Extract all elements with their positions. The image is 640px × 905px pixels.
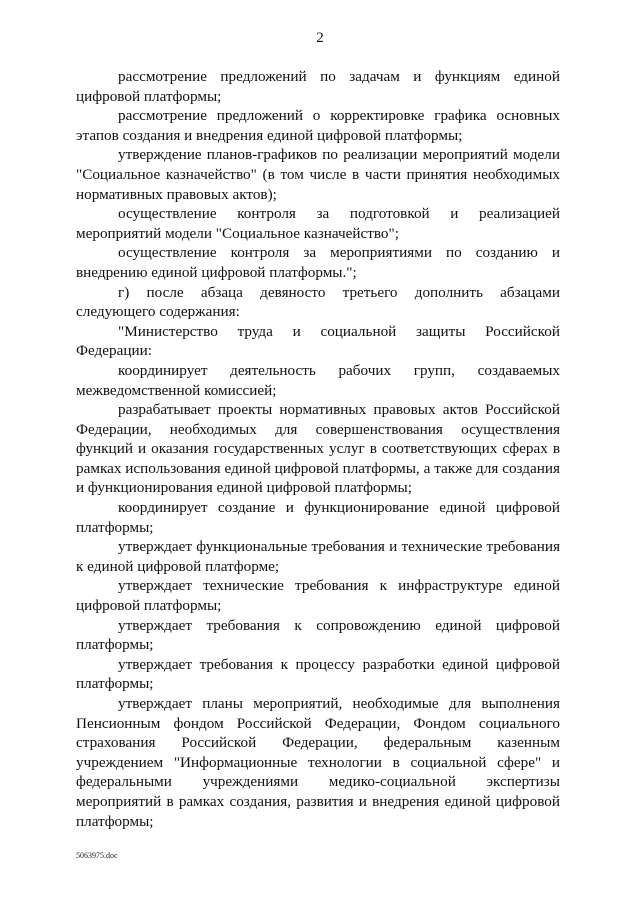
paragraph: утверждает технические требования к инфраструктуре единой цифровой платформы; bbox=[76, 577, 560, 615]
footer-filename: 5063975.doc bbox=[76, 851, 118, 860]
paragraph: рассмотрение предложений по задачам и функциям единой цифровой платформы; bbox=[76, 68, 560, 105]
paragraph: осуществление контроля за подготовкой и реализацией мероприятий модели "Социальное казначейство"; bbox=[76, 205, 560, 242]
document-body bbox=[76, 67, 560, 831]
paragraph: осуществление контроля за мероприятиями по созданию и внедрению единой цифровой платформы."; bbox=[76, 244, 560, 281]
paragraph: координирует деятельность рабочих групп, создаваемых межведомственной комиссией; bbox=[76, 361, 560, 399]
paragraph: разрабатывает проекты нормативных правовых актов Российской Федерации, необходимых для совершенствования осуществления функций и оказания государственных услуг в соответствующих сферах в рамках использования единой цифровой платформы, а также для создания и функционирования единой цифровой платформы; bbox=[76, 401, 560, 497]
paragraph: утверждает функциональные требования и технические требования к единой цифровой платформе; bbox=[76, 538, 560, 575]
paragraph: утверждает планы мероприятий, необходимые для выполнения Пенсионным фондом Российской Федерации, Фондом социального страхования Российской Федерации, федеральным казенным учреждением "Информационные технологии в социальной сфере" и федеральными учреждениями медико-социальной экспертизы мероприятий в рамках создания, развития и внедрения единой цифровой платформы; bbox=[76, 695, 560, 830]
paragraph: г) после абзаца девяносто третьего дополнить абзацами следующего содержания: bbox=[76, 283, 560, 321]
paragraph: координирует создание и функционирование единой цифровой платформы; bbox=[76, 499, 560, 536]
paragraph: утверждает требования к процессу разработки единой цифровой платформы; bbox=[76, 655, 560, 693]
page-number: 2 bbox=[316, 30, 324, 46]
paragraph: утверждение планов-графиков по реализации мероприятий модели "Социальное казначейство" (в том числе в части принятия необходимых нормативных правовых актов); bbox=[76, 146, 560, 203]
paragraph: рассмотрение предложений о корректировке графика основных этапов создания и внедрения единой цифровой платформы; bbox=[76, 107, 560, 144]
paragraph: "Министерство труда и социальной защиты Российской Федерации: bbox=[76, 322, 560, 360]
paragraph: утверждает требования к сопровождению единой цифровой платформы; bbox=[76, 616, 560, 654]
